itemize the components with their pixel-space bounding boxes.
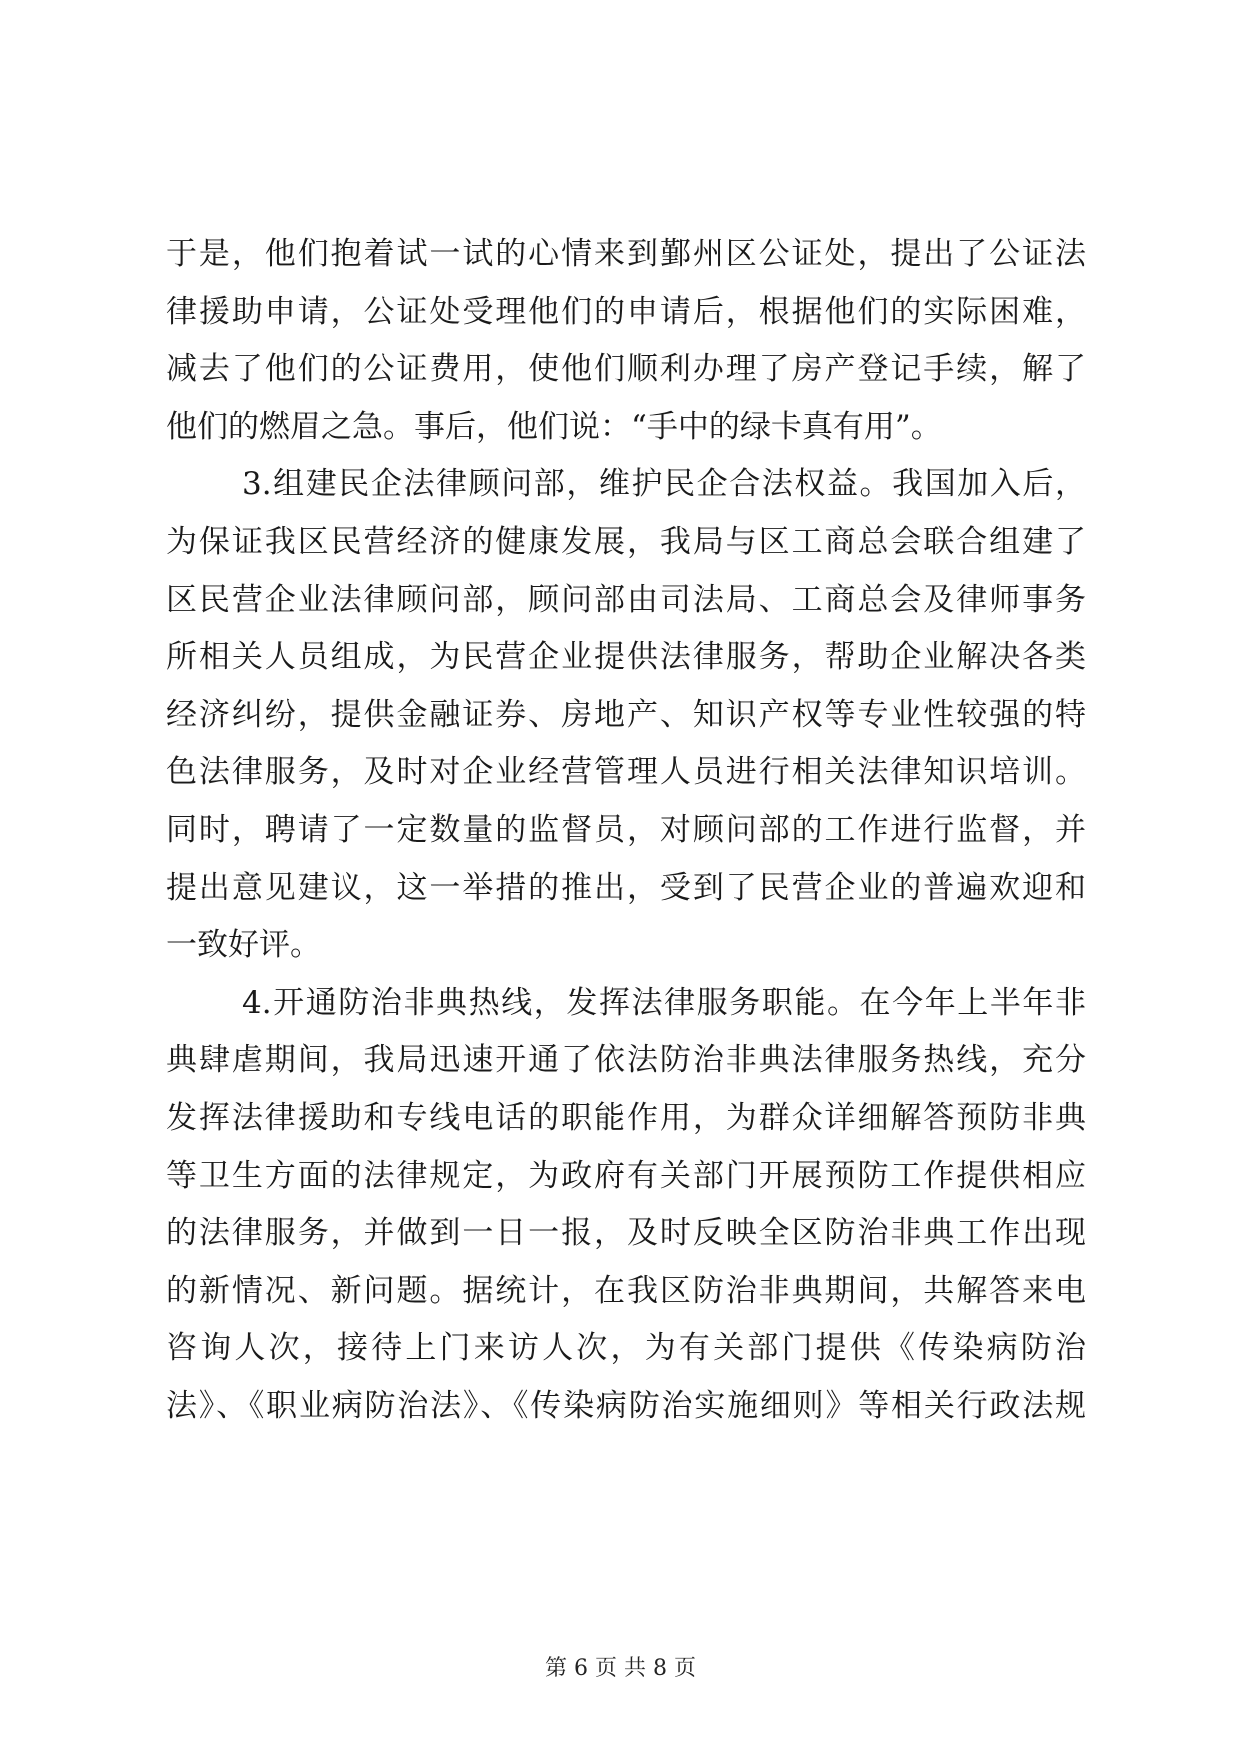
text-line: 于是，他们抱着试一试的心情来到鄞州区公证处，提出了公证法 bbox=[166, 236, 1086, 272]
text-line: 区民营企业法律顾问部，顾问部由司法局、工商总会及律师事务 bbox=[166, 581, 1086, 618]
text-line: 发挥法律援助和专线电话的职能作用，为群众详细解答预防非典 bbox=[166, 1099, 1086, 1136]
text-line: 色法律服务，及时对企业经营管理人员进行相关法律知识培训。 bbox=[166, 754, 1086, 791]
document-body bbox=[166, 226, 1086, 1435]
paragraph bbox=[166, 226, 1086, 456]
text-line: 提出意见建议，这一举措的推出，受到了民营企业的普遍欢迎和 bbox=[166, 869, 1086, 906]
text-line: 典肆虐期间，我局迅速开通了依法防治非典法律服务热线，充分 bbox=[166, 1042, 1086, 1079]
text-line: 咨询人次，接待上门来访人次，为有关部门提供《传染病防治 bbox=[166, 1330, 1086, 1367]
text-line: 他们的燃眉之急。事后，他们说：“手中的绿卡真有用”。 bbox=[166, 408, 942, 445]
text-line: 4.开通防治非典热线，发挥法律服务职能。在今年上半年非 bbox=[242, 984, 1086, 1021]
text-line: 一致好评。 bbox=[166, 927, 321, 964]
text-line: 同时，聘请了一定数量的监督员，对顾问部的工作进行监督，并 bbox=[166, 811, 1086, 848]
text-line: 减去了他们的公证费用，使他们顺利办理了房产登记手续，解了 bbox=[166, 351, 1086, 388]
text-line: 等卫生方面的法律规定，为政府有关部门开展预防工作提供相应 bbox=[166, 1157, 1086, 1194]
text-line: 法》、《职业病防治法》、《传染病防治实施细则》等相关行政法规 bbox=[166, 1387, 1086, 1424]
page-footer: 第 6 页 共 8 页 bbox=[545, 1656, 696, 1681]
text-line: 的新情况、新问题。据统计，在我区防治非典期间，共解答来电 bbox=[166, 1272, 1086, 1309]
paragraph bbox=[166, 456, 1086, 974]
text-line: 3.组建民企法律顾问部，维护民企合法权益。我国加入后， bbox=[242, 466, 1086, 503]
text-line: 所相关人员组成，为民营企业提供法律服务，帮助企业解决各类 bbox=[166, 639, 1086, 676]
text-line: 为保证我区民营经济的健康发展，我局与区工商总会联合组建了 bbox=[166, 523, 1086, 560]
text-line: 的法律服务，并做到一日一报，及时反映全区防治非典工作出现 bbox=[166, 1215, 1086, 1252]
text-line: 经济纠纷，提供金融证券、房地产、知识产权等专业性较强的特 bbox=[166, 696, 1086, 733]
paragraph bbox=[166, 975, 1086, 1436]
text-line: 律援助申请，公证处受理他们的申请后，根据他们的实际困难， bbox=[166, 293, 1086, 330]
